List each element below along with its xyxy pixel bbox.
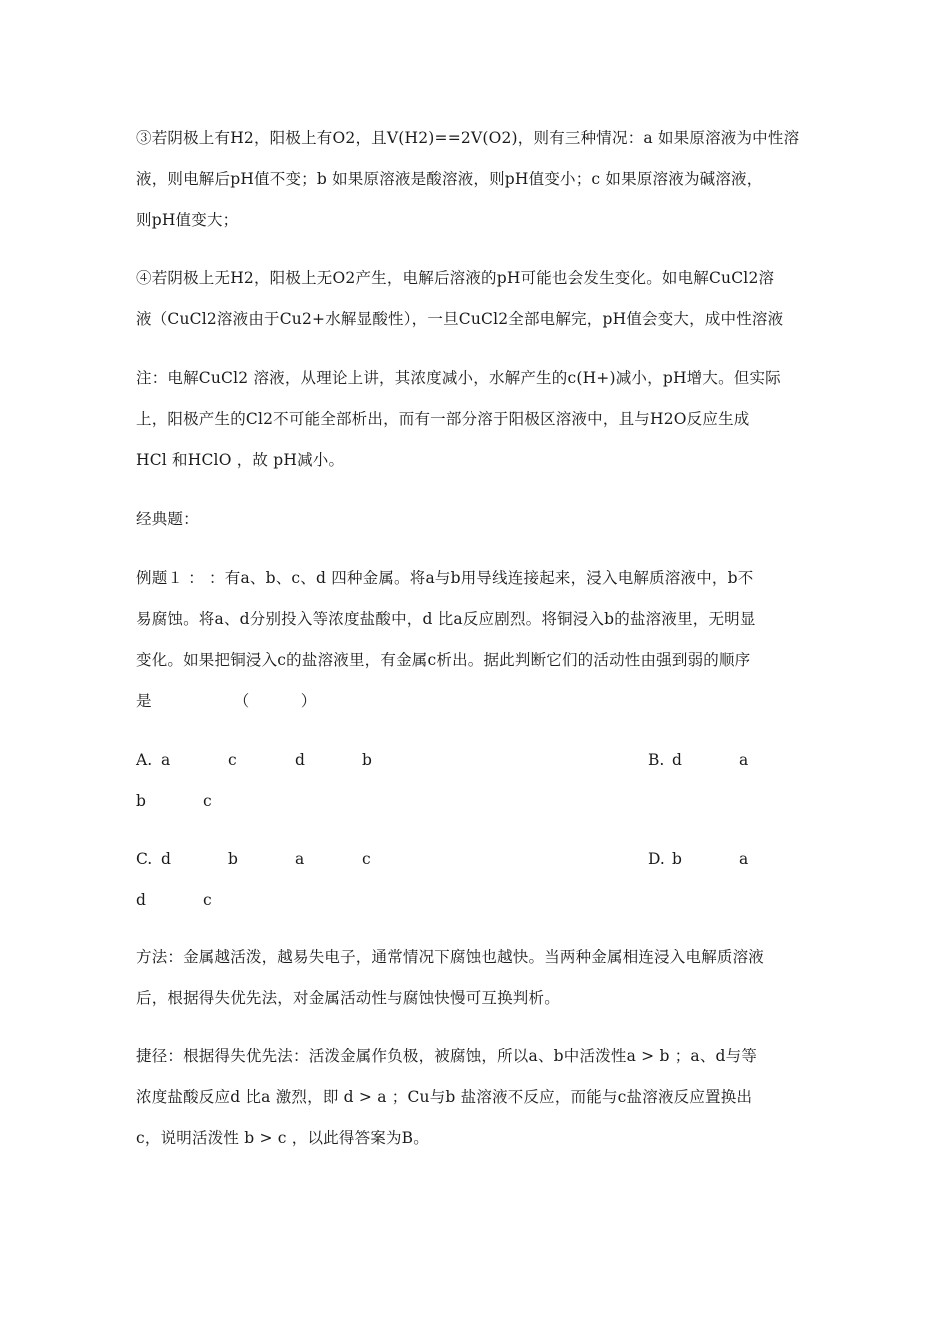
option-b-letter-3: b	[136, 792, 146, 810]
option-c-letter-3: a	[295, 850, 305, 868]
shortcut-line-3: c，说明活泼性 b > c ，以此得答案为B。	[136, 1129, 429, 1147]
note-line-3: HCl 和HClO ，故 pH减小。	[136, 451, 345, 469]
option-c-label: C.	[136, 850, 153, 868]
example1-line-4: 是 （ ）	[136, 692, 317, 710]
option-c-letter-1: d	[161, 850, 171, 868]
shortcut-line-2: 浓度盐酸反应d 比a 激烈，即 d > a ；Cu与b 盐溶液不反应，而能与c盐溶液反应置换出	[136, 1088, 753, 1106]
example1-line-1: 例题１ ： ：有a、b、c、d 四种金属。将a与b用导线连接起来，浸入电解质溶液中，b不	[136, 569, 754, 587]
option-a-letter-2: c	[228, 751, 237, 769]
section4-line-1: ④若阴极上无H2，阳极上无O2产生，电解后溶液的pH可能也会发生变化。如电解CuCl2溶	[136, 269, 775, 287]
section3-line-1: ③若阴极上有H2，阳极上有O2，且V(H2)==2V(O2)，则有三种情况：a 如果原溶液为中性溶	[136, 129, 800, 147]
option-d-label: D.	[648, 850, 665, 868]
option-c-letter-2: b	[228, 850, 238, 868]
option-b-letter-4: c	[203, 792, 212, 810]
option-d-letter-2: a	[739, 850, 749, 868]
option-b-letter-2: a	[739, 751, 749, 769]
option-a-letter-4: b	[362, 751, 372, 769]
shortcut-line-1: 捷径：根据得失优先法：活泼金属作负极，被腐蚀，所以a、b中活泼性a > b ；a、d与等	[136, 1047, 758, 1065]
example1-line-3: 变化。如果把铜浸入c的盐溶液里，有金属c析出。据此判断它们的活动性由强到弱的顺序	[136, 651, 751, 669]
note-line-1: 注：电解CuCl2 溶液，从理论上讲，其浓度减小，水解产生的c(H+)减小，pH增大。但实际	[136, 369, 781, 387]
option-b-letter-1: d	[672, 751, 682, 769]
option-d-letter-1: b	[672, 850, 682, 868]
section3-line-3: 则pH值变大；	[136, 211, 239, 229]
note-line-2: 上，阳极产生的Cl2不可能全部析出，而有一部分溶于阳极区溶液中，且与H2O反应生成	[136, 410, 750, 428]
option-a-label: A.	[136, 751, 153, 769]
option-d-letter-4: c	[203, 891, 212, 909]
classic-heading: 经典题：	[136, 510, 199, 528]
option-d-letter-3: d	[136, 891, 146, 909]
method-line-2: 后，根据得失优先法，对金属活动性与腐蚀快慢可互换判析。	[136, 989, 560, 1007]
section4-line-2: 液（CuCl2溶液由于Cu2+水解显酸性），一旦CuCl2全部电解完，pH值会变大，成中性溶液	[136, 310, 784, 328]
method-line-1: 方法：金属越活泼，越易失电子，通常情况下腐蚀也越快。当两种金属相连浸入电解质溶液	[136, 948, 765, 966]
option-a-letter-3: d	[295, 751, 305, 769]
example1-line-2: 易腐蚀。将a、d分别投入等浓度盐酸中，d 比a反应剧烈。将铜浸入b的盐溶液里，无明显	[136, 610, 756, 628]
option-c-letter-4: c	[362, 850, 371, 868]
option-a-letter-1: a	[161, 751, 171, 769]
section3-line-2: 液，则电解后pH值不变；b 如果原溶液是酸溶液，则pH值变小；c 如果原溶液为碱溶液，	[136, 170, 763, 188]
option-b-label: B.	[648, 751, 665, 769]
